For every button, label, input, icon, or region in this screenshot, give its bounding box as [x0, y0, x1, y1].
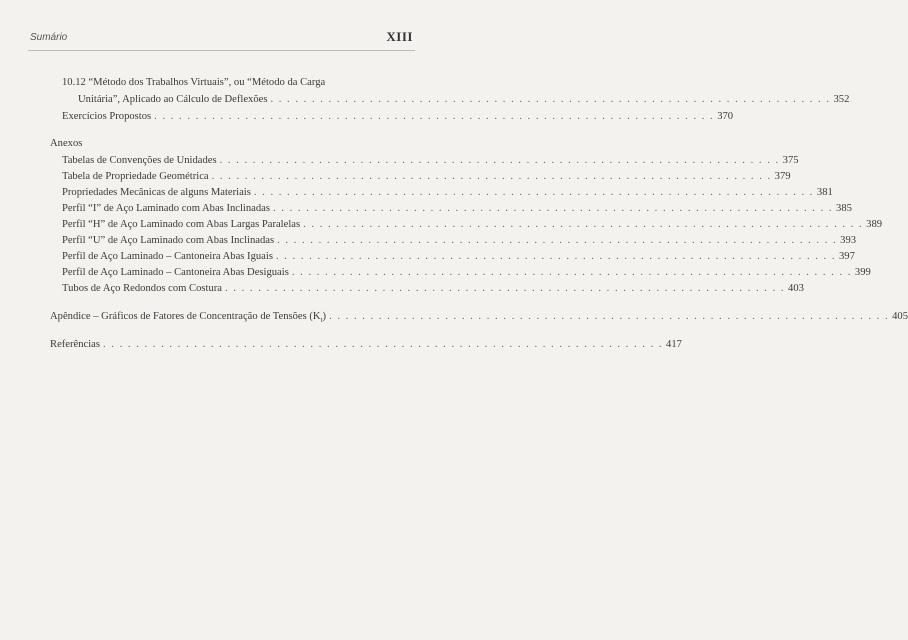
toc-page: 393: [840, 235, 857, 246]
toc-page: 385: [836, 203, 852, 214]
apendice-suffix: ): [322, 311, 327, 322]
toc-page: 397: [839, 251, 855, 262]
toc-entry-10-12-line1: 10.12 “Método dos Trabalhos Virtuais”, ou “Método da Carga: [62, 77, 326, 88]
toc-entry-title: Perfil de Aço Laminado – Cantoneira Abas Desiguais: [62, 267, 289, 278]
toc-page: 379: [774, 171, 791, 182]
toc-entry-title: Tabela de Propriedade Geométrica: [62, 171, 209, 182]
toc-entry-anexo: [62, 282, 804, 295]
toc-entry-apendice: [50, 310, 908, 325]
toc-entry-exercicios: [62, 110, 734, 123]
toc-leader: . . . . . . . . . . . . . . . . . . . . . . . . . . . . . . . . . . . . . . . . . . . . . . . . . . . . . . . . . . . . . . . . . . . .: [270, 94, 831, 105]
toc-leader: . . . . . . . . . . . . . . . . . . . . . . . . . . . . . . . . . . . . . . . . . . . . . . . . . . . . . . . . . . . . . . . . . . . .: [219, 155, 780, 166]
toc-entry-title: [50, 310, 326, 323]
toc-page: 375: [782, 155, 799, 166]
toc-leader: . . . . . . . . . . . . . . . . . . . . . . . . . . . . . . . . . . . . . . . . . . . . . . . . . . . . . . . . . . . . . . . . . . . .: [253, 187, 814, 198]
toc-page: 403: [788, 283, 804, 294]
toc-page: 389: [866, 219, 883, 230]
running-header: [0, 28, 447, 50]
apendice-title: Apêndice – Gráficos de Fatores de Concentração de Tensões (K: [50, 311, 321, 322]
toc-entry-title: Exercícios Propostos: [62, 111, 152, 122]
toc-page: 381: [816, 187, 833, 198]
page-number: XIII: [386, 29, 413, 44]
apendice-subscript: t: [320, 316, 323, 325]
header-rule: [28, 50, 415, 51]
toc-leader: . . . . . . . . . . . . . . . . . . . . . . . . . . . . . . . . . . . . . . . . . . . . . . . . . . . . . . . . . . . . . . . . . . . .: [291, 267, 852, 278]
toc-entry-title: Perfil “U” de Aço Laminado com Abas Inclinadas: [62, 235, 275, 246]
toc-leader: . . . . . . . . . . . . . . . . . . . . . . . . . . . . . . . . . . . . . . . . . . . . . . . . . . . . . . . . . . . . . . . . . . . .: [303, 219, 864, 230]
toc-leader: . . . . . . . . . . . . . . . . . . . . . . . . . . . . . . . . . . . . . . . . . . . . . . . . . . . . . . . . . . . . . . . . . . . .: [103, 339, 664, 350]
toc-entry-title: Perfil de Aço Laminado – Cantoneira Abas Iguais: [62, 251, 273, 262]
toc-entry-referencias: [50, 338, 682, 351]
toc-entry-anexo: [62, 202, 852, 215]
toc-entry-title: Perfil “H” de Aço Laminado com Abas Largas Paralelas: [62, 219, 301, 230]
toc-entry-title: Propriedades Mecânicas de alguns Materiais: [62, 187, 251, 198]
toc-leader: . . . . . . . . . . . . . . . . . . . . . . . . . . . . . . . . . . . . . . . . . . . . . . . . . . . . . . . . . . . . . . . . . . . .: [154, 111, 715, 122]
toc-page: 417: [666, 339, 682, 350]
toc-entry-title: Referências: [50, 339, 100, 350]
toc-leader: . . . . . . . . . . . . . . . . . . . . . . . . . . . . . . . . . . . . . . . . . . . . . . . . . . . . . . . . . . . . . . . . . . . .: [272, 203, 834, 214]
toc-entry-anexo: [62, 250, 855, 263]
toc-entry-title: Unitária”, Aplicado ao Cálculo de Deflexões: [78, 94, 268, 105]
toc-leader: . . . . . . . . . . . . . . . . . . . . . . . . . . . . . . . . . . . . . . . . . . . . . . . . . . . . . . . . . . . . . . . . . . . .: [277, 235, 838, 246]
toc-entry-anexo: [62, 154, 799, 167]
toc-entry-title: Perfil “I” de Aço Laminado com Abas Inclinadas: [62, 203, 270, 214]
toc-entry-anexo: [62, 234, 857, 247]
toc-entry-title: Tubos de Aço Redondos com Costura: [62, 283, 222, 294]
toc-entry-title: Tabelas de Convenções de Unidades: [62, 155, 217, 166]
toc-entry-10-12: [78, 93, 850, 106]
toc-leader: . . . . . . . . . . . . . . . . . . . . . . . . . . . . . . . . . . . . . . . . . . . . . . . . . . . . . . . . . . . . . . . . . . . .: [275, 251, 836, 262]
toc-entry-anexo: [62, 266, 871, 279]
toc-leader: . . . . . . . . . . . . . . . . . . . . . . . . . . . . . . . . . . . . . . . . . . . . . . . . . . . . . . . . . . . . . . . . . . . .: [211, 171, 772, 182]
toc-page: 352: [833, 94, 850, 105]
toc-page: 370: [717, 111, 734, 122]
toc-entry-anexo: [62, 170, 791, 183]
anexos-heading: Anexos: [50, 138, 83, 149]
toc-entry-anexo: [62, 218, 883, 231]
toc-page: 405: [892, 311, 908, 322]
toc-entry-anexo: [62, 186, 833, 199]
toc-page: 399: [854, 267, 871, 278]
toc-leader: . . . . . . . . . . . . . . . . . . . . . . . . . . . . . . . . . . . . . . . . . . . . . . . . . . . . . . . . . . . . . . . . . . . .: [329, 311, 890, 322]
toc-leader: . . . . . . . . . . . . . . . . . . . . . . . . . . . . . . . . . . . . . . . . . . . . . . . . . . . . . . . . . . . . . . . . . . . .: [225, 283, 786, 294]
section-name: Sumário: [30, 32, 68, 43]
